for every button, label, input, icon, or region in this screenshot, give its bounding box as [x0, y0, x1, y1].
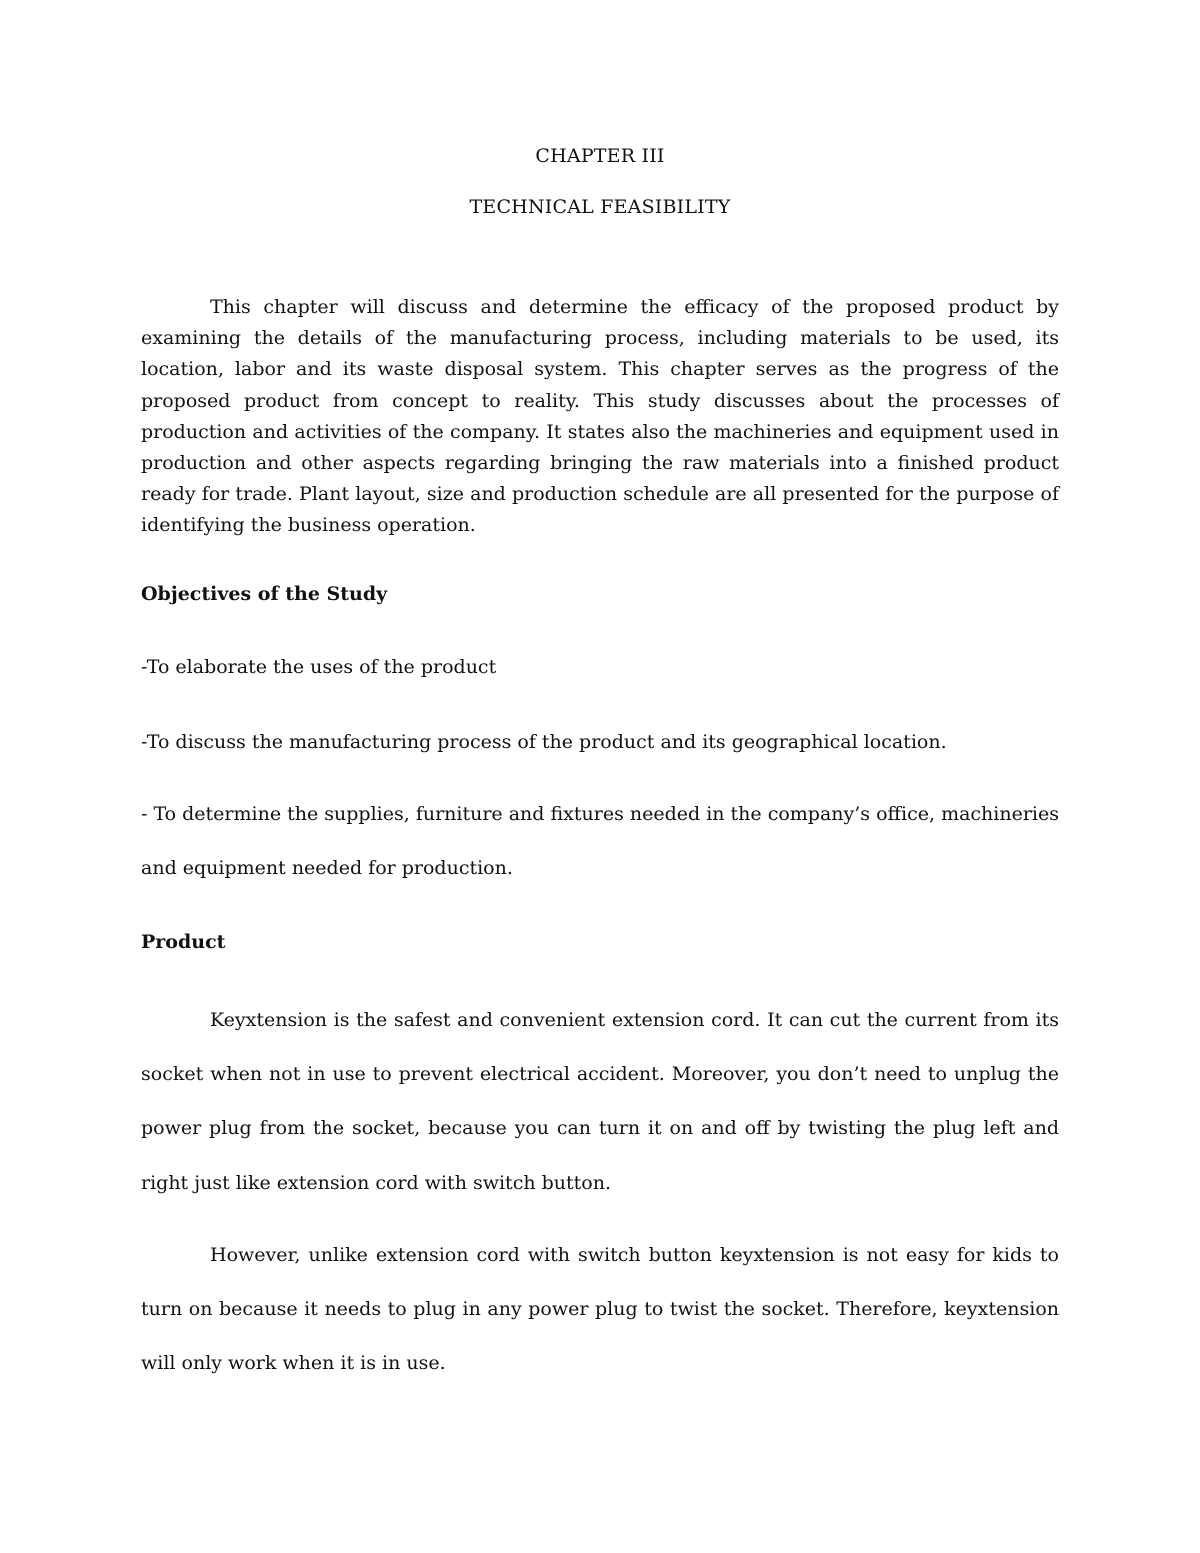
product-heading: Product — [141, 931, 226, 953]
chapter-title: CHAPTER III — [535, 145, 665, 167]
section-title: TECHNICAL FEASIBILITY — [469, 196, 731, 218]
objective-item: -To elaborate the uses of the product — [141, 656, 497, 678]
product-paragraph: Keyxtension is the safest and convenient extension cord. It can cut the current from its socket when not in use to prevent electrical accident. Moreover, you don’t need to unplug the power plug from the socket, because you can turn it on and off by twisting the plug left and right just like extension cord with switch button. — [141, 1009, 1059, 1194]
intro-paragraph: This chapter will discuss and determine the efficacy of the proposed product by examining the details of the manufacturing process, including materials to be used, its location, labor and its waste disposal system. This chapter serves as the progress of the proposed product from concept to reality. This study discusses about the processes of production and activities of the company. It states also the machineries and equipment used in production and other aspects regarding bringing the raw materials into a finished product ready for trade. Plant layout, size and production schedule are all presented for the purpose of identifying the business operation. — [141, 296, 1059, 537]
objectives-heading: Objectives of the Study — [141, 583, 388, 605]
objective-item: - To determine the supplies, furniture and fixtures needed in the company’s office, machineries and equipment needed for production. — [141, 803, 1060, 879]
product-paragraph: However, unlike extension cord with switch button keyxtension is not easy for kids to turn on because it needs to plug in any power plug to twist the socket. Therefore, keyxtension will only work when it is in use. — [141, 1244, 1059, 1375]
objective-item: -To discuss the manufacturing process of the product and its geographical location. — [141, 731, 947, 753]
